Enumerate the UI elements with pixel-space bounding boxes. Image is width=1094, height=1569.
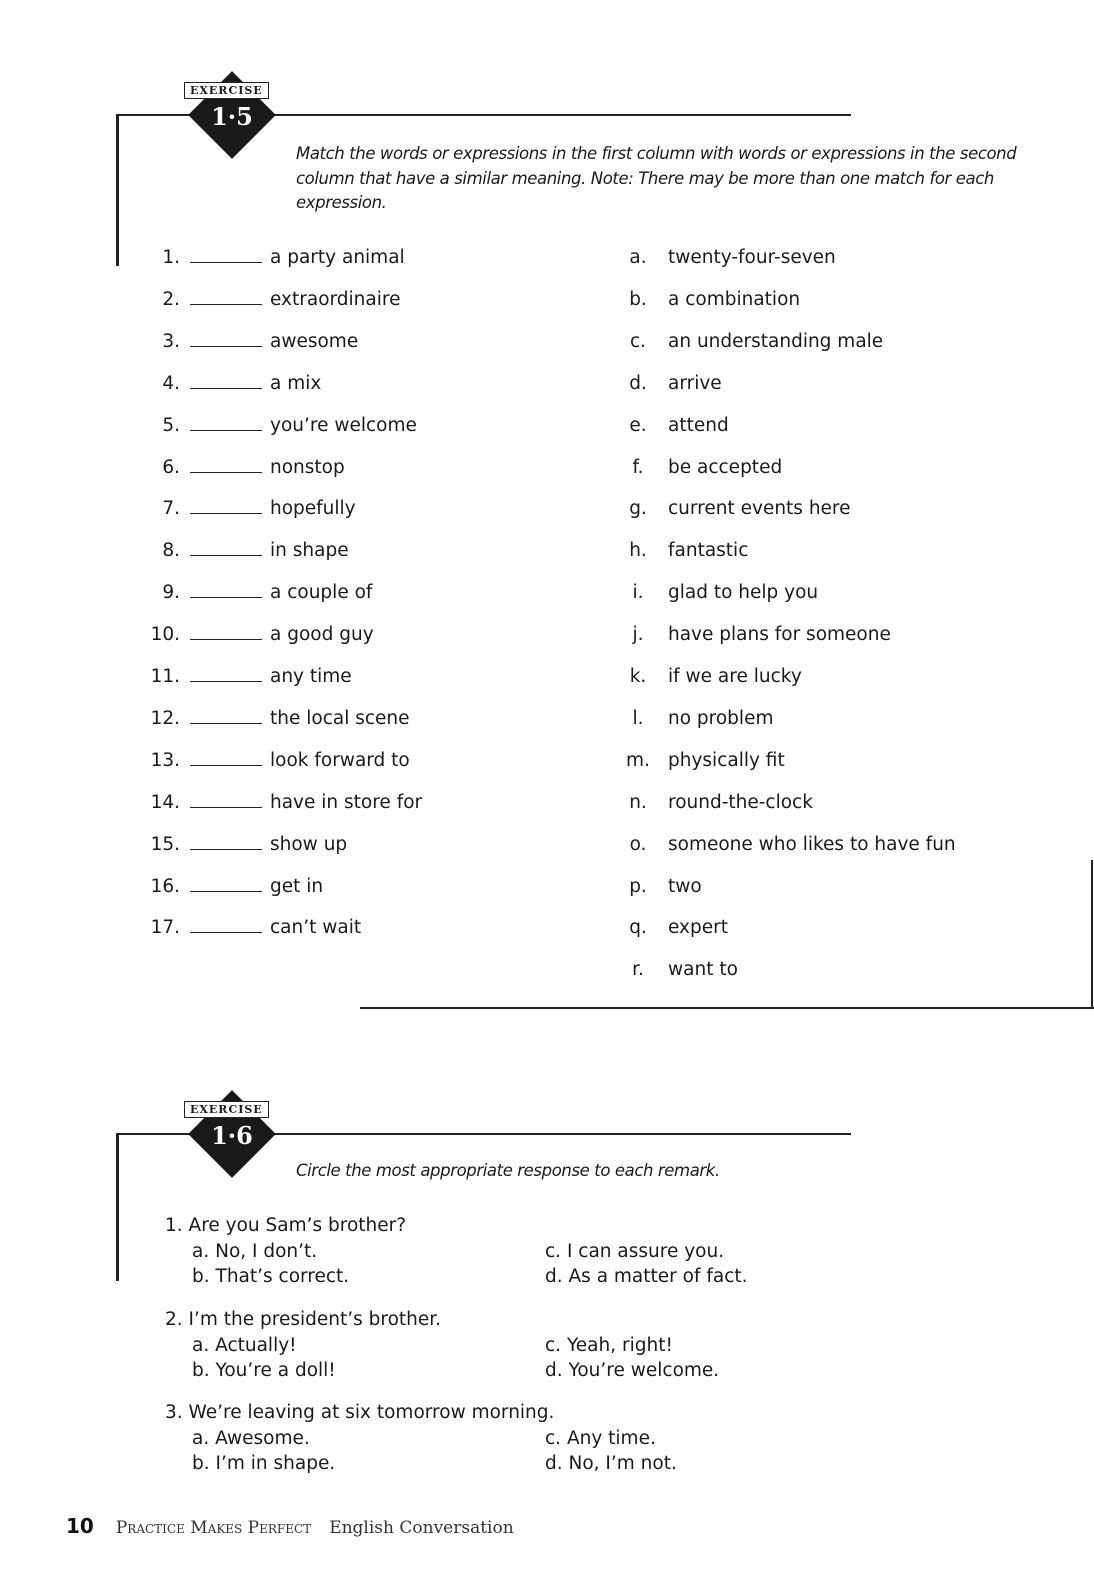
answer-option[interactable] xyxy=(545,1453,677,1475)
option-letter: d. xyxy=(629,372,647,394)
option-letter: h. xyxy=(629,540,647,562)
exercise-1-5-number: 1·5 xyxy=(211,102,253,131)
item-term: can’t wait xyxy=(270,917,362,939)
page-number: 10 xyxy=(66,1514,94,1538)
option-text: be accepted xyxy=(668,456,783,478)
answer-option[interactable] xyxy=(192,1453,335,1475)
item-number: 1. xyxy=(162,247,180,268)
item-number: 12. xyxy=(150,707,180,729)
item-term: a mix xyxy=(270,372,322,394)
question-number: 1. xyxy=(165,1215,183,1236)
answer-blank[interactable] xyxy=(190,388,262,389)
answer-blank[interactable] xyxy=(190,932,262,933)
option-letter: d. xyxy=(545,1266,563,1287)
option-letter: o. xyxy=(629,833,647,855)
option-letter: c. xyxy=(629,330,647,352)
item-number: 15. xyxy=(150,833,180,855)
option-text: Actually! xyxy=(215,1334,297,1356)
option-letter: e. xyxy=(629,414,647,436)
answer-blank[interactable] xyxy=(190,597,262,598)
option-letter: d. xyxy=(545,1359,563,1381)
option-text: a combination xyxy=(668,288,801,310)
answer-blank[interactable] xyxy=(190,891,262,892)
item-number: 13. xyxy=(150,749,180,771)
question-number: 3. xyxy=(165,1402,183,1423)
option-text: No, I’m not. xyxy=(568,1453,677,1474)
answer-blank[interactable] xyxy=(190,681,262,682)
question-text: We’re leaving at six tomorrow morning. xyxy=(188,1402,555,1423)
item-number: 16. xyxy=(150,875,180,897)
item-number: 17. xyxy=(150,917,180,939)
answer-option[interactable] xyxy=(545,1335,673,1357)
exercise-1-6-left-rule xyxy=(116,1133,119,1281)
book-title: English Conversation xyxy=(329,1518,514,1538)
question xyxy=(165,1402,554,1424)
item-number: 9. xyxy=(162,582,180,604)
item-term: extraordinaire xyxy=(270,288,401,310)
option-letter: a. xyxy=(192,1241,210,1262)
answer-blank[interactable] xyxy=(190,765,262,766)
exercise-1-5-left-rule xyxy=(116,114,119,266)
exercise-1-5-right-rule xyxy=(1091,860,1093,1009)
item-number: 10. xyxy=(150,624,180,646)
question-number: 2. xyxy=(165,1308,183,1330)
option-text: someone who likes to have fun xyxy=(668,833,956,855)
item-term: the local scene xyxy=(270,707,410,729)
page-footer xyxy=(66,1514,514,1538)
option-letter: n. xyxy=(629,791,647,813)
option-letter: f. xyxy=(632,456,644,478)
answer-option[interactable] xyxy=(192,1241,317,1263)
option-text: current events here xyxy=(668,498,851,520)
option-letter: b. xyxy=(629,288,647,310)
option-text: That’s correct. xyxy=(215,1266,350,1287)
option-letter: j. xyxy=(632,624,644,646)
option-text: round-the-clock xyxy=(668,791,813,813)
option-text: glad to help you xyxy=(668,582,819,604)
item-number: 5. xyxy=(162,414,180,436)
option-text: arrive xyxy=(668,372,722,394)
option-text: two xyxy=(668,875,702,897)
question-text: Are you Sam’s brother? xyxy=(188,1215,407,1236)
item-term: in shape xyxy=(270,540,349,562)
answer-option[interactable] xyxy=(545,1266,748,1288)
item-term: you’re welcome xyxy=(270,414,417,436)
option-text: Awesome. xyxy=(215,1428,310,1449)
answer-blank[interactable] xyxy=(190,639,262,640)
option-text: I’m in shape. xyxy=(215,1453,336,1474)
exercise-1-5-instructions: Match the words or expressions in the first column with words or expressions in the second column that have a similar meaning. Note: There may be more than one match for each expression. xyxy=(296,144,1017,212)
item-term: nonstop xyxy=(270,456,345,478)
answer-blank[interactable] xyxy=(190,472,262,473)
option-letter: b. xyxy=(192,1266,210,1287)
option-text: You’re welcome. xyxy=(568,1359,720,1381)
item-number: 6. xyxy=(162,456,180,478)
answer-blank[interactable] xyxy=(190,304,262,305)
option-letter: p. xyxy=(629,875,647,897)
question-text: I’m the president’s brother. xyxy=(188,1308,442,1330)
answer-option[interactable] xyxy=(192,1335,297,1357)
series-title: Practice Makes Perfect xyxy=(115,1518,312,1538)
answer-blank[interactable] xyxy=(190,513,262,514)
answer-blank[interactable] xyxy=(190,555,262,556)
item-term: hopefully xyxy=(270,498,356,520)
question xyxy=(165,1309,441,1331)
option-letter: l. xyxy=(632,707,644,729)
answer-option[interactable] xyxy=(545,1428,656,1450)
option-letter: b. xyxy=(192,1453,210,1474)
exercise-1-6-instructions: Circle the most appropriate response to each remark. xyxy=(296,1161,720,1180)
option-text: physically fit xyxy=(668,749,785,771)
exercise-1-6-label: EXERCISE xyxy=(184,1101,269,1118)
option-text: No, I don’t. xyxy=(215,1241,318,1262)
option-letter: r. xyxy=(632,959,644,981)
item-term: look forward to xyxy=(270,749,410,771)
option-letter: a. xyxy=(192,1334,210,1356)
option-text: I can assure you. xyxy=(566,1241,725,1262)
answer-option[interactable] xyxy=(545,1360,719,1382)
answer-blank[interactable] xyxy=(190,849,262,850)
item-term: a good guy xyxy=(270,624,374,646)
item-number: 4. xyxy=(162,372,180,394)
option-letter: a. xyxy=(192,1428,210,1449)
option-text: attend xyxy=(668,414,729,436)
option-text: You’re a doll! xyxy=(215,1359,336,1381)
option-letter: a. xyxy=(629,247,647,268)
option-letter: c. xyxy=(545,1334,562,1356)
answer-option[interactable] xyxy=(192,1360,336,1382)
item-term: any time xyxy=(270,666,352,687)
answer-option[interactable] xyxy=(192,1428,310,1450)
item-number: 11. xyxy=(150,666,180,687)
option-letter: d. xyxy=(545,1453,563,1474)
option-letter: c. xyxy=(545,1241,562,1262)
answer-blank[interactable] xyxy=(190,262,262,263)
option-text: Any time. xyxy=(566,1428,656,1449)
question xyxy=(165,1215,406,1237)
option-text: Yeah, right! xyxy=(566,1334,673,1356)
option-letter: g. xyxy=(629,498,647,520)
option-text: have plans for someone xyxy=(668,624,891,646)
option-letter: m. xyxy=(626,749,650,771)
exercise-1-5-label: EXERCISE xyxy=(184,82,269,99)
option-text: no problem xyxy=(668,707,774,729)
answer-blank[interactable] xyxy=(190,807,262,808)
item-term: a party animal xyxy=(270,247,405,268)
item-number: 7. xyxy=(162,498,180,520)
answer-option[interactable] xyxy=(545,1241,724,1263)
item-number: 3. xyxy=(162,330,180,352)
exercise-1-6-number: 1·6 xyxy=(211,1121,253,1150)
option-letter: b. xyxy=(192,1359,210,1381)
answer-blank[interactable] xyxy=(190,430,262,431)
option-letter: k. xyxy=(629,666,647,687)
exercise-1-5-bottom-rule xyxy=(360,1007,1094,1009)
answer-blank[interactable] xyxy=(190,346,262,347)
item-term: have in store for xyxy=(270,791,423,813)
item-term: awesome xyxy=(270,330,359,352)
option-text: fantastic xyxy=(668,540,749,562)
answer-blank[interactable] xyxy=(190,723,262,724)
item-number: 8. xyxy=(162,540,180,562)
option-letter: q. xyxy=(629,917,647,939)
item-term: show up xyxy=(270,833,348,855)
option-text: want to xyxy=(668,959,738,981)
item-number: 2. xyxy=(162,288,180,310)
option-letter: i. xyxy=(632,582,644,604)
option-text: expert xyxy=(668,917,728,939)
item-term: get in xyxy=(270,875,324,897)
option-text: As a matter of fact. xyxy=(568,1266,748,1287)
option-letter: c. xyxy=(545,1428,562,1449)
answer-option[interactable] xyxy=(192,1266,349,1288)
item-term: a couple of xyxy=(270,582,373,604)
option-text: twenty-four-seven xyxy=(668,247,836,268)
option-text: an understanding male xyxy=(668,330,884,352)
item-number: 14. xyxy=(150,791,180,813)
option-text: if we are lucky xyxy=(668,666,802,687)
